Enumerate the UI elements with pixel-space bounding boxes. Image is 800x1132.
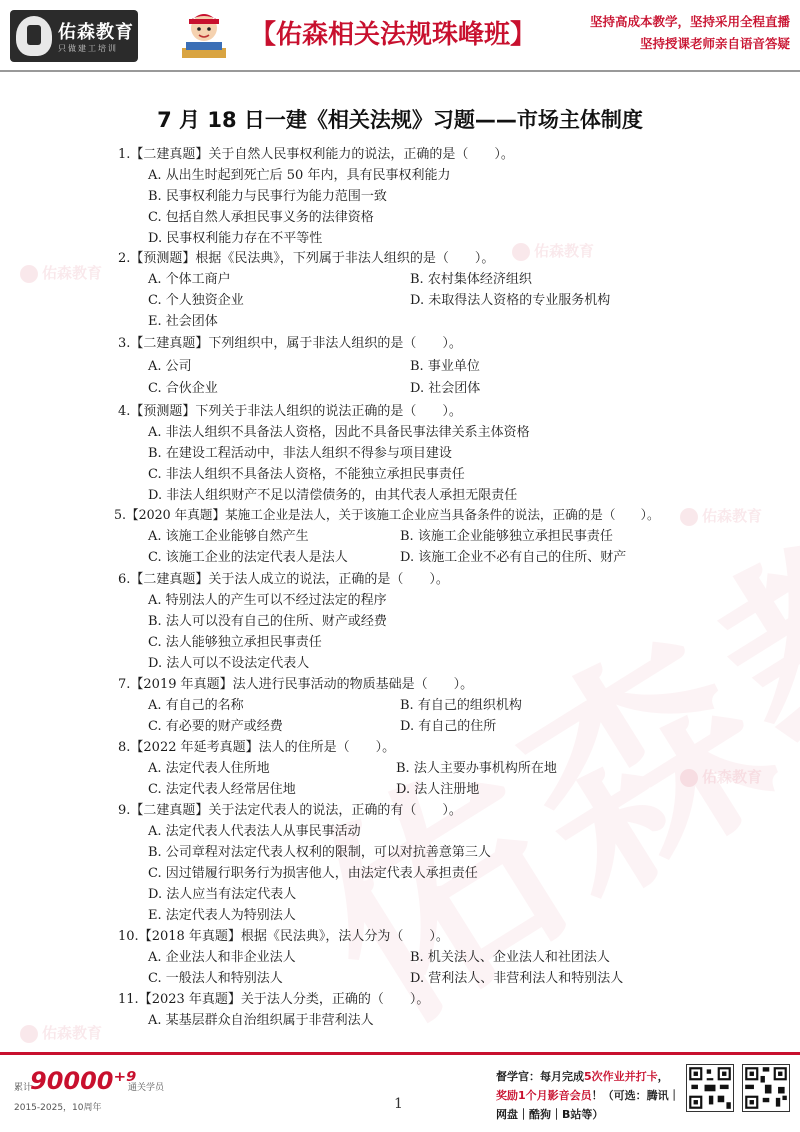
option: A. 有自己的名称 xyxy=(148,698,244,713)
watermark-logo-icon xyxy=(680,508,698,526)
question-tag: 【二建真题】 xyxy=(130,803,209,818)
option: C. 个人独资企业 xyxy=(148,293,244,308)
option: B. 事业单位 xyxy=(410,359,480,374)
option: C. 有必要的财产或经费 xyxy=(148,719,283,734)
option: C. 该施工企业的法定代表人是法人 xyxy=(148,550,348,565)
option: D. 社会团体 xyxy=(410,381,481,396)
question-tag: 【二建真题】 xyxy=(130,572,209,587)
option: A. 某基层群众自治组织属于非营利法人 xyxy=(148,1013,374,1028)
logo-mark-icon xyxy=(16,16,52,56)
page-header xyxy=(0,0,800,72)
option: C. 法定代表人经常居住地 xyxy=(148,782,296,797)
option: A. 非法人组织不具备法人资格，因此不具备民事法律关系主体资格 xyxy=(148,425,530,440)
watermark-stamp: 佑森教育 xyxy=(20,1022,102,1043)
footer-note-text: 督学官：每月完成 xyxy=(496,1070,584,1083)
footer-student-count: 90000⁺⁹ xyxy=(30,1067,137,1095)
option: B. 法人主要办事机构所在地 xyxy=(396,761,557,776)
question-number: 8. xyxy=(118,740,131,755)
question-number: 7. xyxy=(118,677,131,692)
question-stem: 法人的住所是（ ）。 xyxy=(258,740,396,755)
footer-divider xyxy=(0,1052,800,1055)
question-stem: 根据《民法典》，下列属于非法人组织的是（ ）。 xyxy=(195,251,495,266)
question-8 xyxy=(118,736,395,755)
question-number: 11. xyxy=(118,992,139,1007)
watermark-stamp: 佑森教育 xyxy=(680,505,762,526)
question-number: 6. xyxy=(118,572,131,587)
question-3 xyxy=(118,332,462,351)
watermark-logo-icon xyxy=(20,1025,38,1043)
tagline-line-1: 坚持高成本教学，坚持采用全程直播 xyxy=(589,14,790,29)
option: D. 法人注册地 xyxy=(396,782,480,797)
footer-count-suffix: 通关学员 xyxy=(128,1083,165,1093)
footer-note-highlight: 5次作业并打卡 xyxy=(584,1070,658,1083)
watermark-logo-icon xyxy=(512,243,530,261)
footer-note-text: ！（可选：腾讯｜ xyxy=(591,1089,680,1102)
mascot-icon xyxy=(178,8,230,64)
footer-note-line-3: 网盘｜酷狗｜B站等） xyxy=(496,1108,604,1121)
question-tag: 【2018 年真题】 xyxy=(138,929,241,944)
question-11 xyxy=(118,988,429,1007)
option: D. 该施工企业不必有自己的住所、财产 xyxy=(400,550,627,565)
option: D. 民事权利能力存在不平等性 xyxy=(148,231,323,246)
option: A. 法定代表人代表法人从事民事活动 xyxy=(148,824,361,839)
option: C. 法人能够独立承担民事责任 xyxy=(148,635,322,650)
qr-code-icon xyxy=(742,1064,790,1112)
watermark-logo-icon xyxy=(20,265,38,283)
option: A. 法定代表人住所地 xyxy=(148,761,270,776)
question-stem: 关于法人成立的说法，正确的是（ ）。 xyxy=(208,572,449,587)
footer-note-text: ， xyxy=(657,1070,669,1083)
question-10 xyxy=(118,925,449,944)
question-tag: 【2022 年延考真题】 xyxy=(130,740,259,755)
option: B. 公司章程对法定代表人权利的限制，可以对抗善意第三人 xyxy=(148,845,491,860)
question-number: 1. xyxy=(118,147,131,162)
question-stem: 某施工企业是法人，关于该施工企业应当具备条件的说法，正确的是（ ）。 xyxy=(225,507,660,522)
option: D. 营利法人、非营利法人和特别法人 xyxy=(410,971,624,986)
question-7 xyxy=(118,673,473,692)
option: B. 机关法人、企业法人和社团法人 xyxy=(410,950,610,965)
option: D. 法人可以不设法定代表人 xyxy=(148,656,310,671)
brand-logo xyxy=(10,10,138,62)
question-tag: 【2020 年真题】 xyxy=(126,507,226,522)
footer-years: 2015-2025，10周年 xyxy=(14,1103,102,1113)
option: B. 民事权利能力与民事行为能力范围一致 xyxy=(148,189,387,204)
option: A. 个体工商户 xyxy=(148,272,231,287)
question-6 xyxy=(118,568,449,587)
question-tag: 【预测题】 xyxy=(130,251,196,266)
question-stem: 法人进行民事活动的物质基础是（ ）。 xyxy=(232,677,474,692)
question-number: 3. xyxy=(118,336,131,351)
footer-note-highlight: 奖励1个月影音会员 xyxy=(496,1089,592,1102)
question-stem: 关于法定代表人的说法，正确的有（ ）。 xyxy=(208,803,462,818)
question-9 xyxy=(118,799,462,818)
option: E. 社会团体 xyxy=(148,314,218,329)
watermark-stamp: 佑森教育 xyxy=(680,766,762,787)
question-number: 10. xyxy=(118,929,139,944)
option: C. 非法人组织不具备法人资格，不能独立承担民事责任 xyxy=(148,467,465,482)
course-title: 【佑森相关法规珠峰班】 xyxy=(250,20,537,50)
qr-code-icon xyxy=(686,1064,734,1112)
question-tag: 【2019 年真题】 xyxy=(130,677,233,692)
option: A. 该施工企业能够自然产生 xyxy=(148,529,309,544)
option: D. 未取得法人资格的专业服务机构 xyxy=(410,293,611,308)
question-5 xyxy=(114,504,660,523)
page-number: 1 xyxy=(394,1096,403,1112)
watermark-stamp: 佑森教育 xyxy=(512,240,594,261)
logo-name: 佑森教育 xyxy=(58,22,134,43)
question-1 xyxy=(118,143,514,162)
document-title: 7 月 18 日一建《相关法规》习题——市场主体制度 xyxy=(157,108,643,132)
option: A. 企业法人和非企业法人 xyxy=(148,950,296,965)
watermark-stamp: 佑森教育 xyxy=(20,262,102,283)
question-stem: 下列关于非法人组织的说法正确的是（ ）。 xyxy=(195,404,462,419)
question-stem: 关于自然人民事权利能力的说法，正确的是（ ）。 xyxy=(208,147,514,162)
option: D. 非法人组织财产不足以清偿债务的，由其代表人承担无限责任 xyxy=(148,488,518,503)
footer-note-line-1 xyxy=(496,1068,669,1084)
option: B. 在建设工程活动中，非法人组织不得参与项目建设 xyxy=(148,446,452,461)
question-tag: 【二建真题】 xyxy=(130,336,209,351)
option: D. 有自己的住所 xyxy=(400,719,497,734)
question-stem: 下列组织中，属于非法人组织的是（ ）。 xyxy=(208,336,462,351)
watermark-logo-icon xyxy=(680,769,698,787)
tagline-line-2: 坚持授课老师亲自语音答疑 xyxy=(639,36,790,51)
footer-count-prefix: 累计 xyxy=(14,1083,33,1093)
option: C. 合伙企业 xyxy=(148,381,218,396)
logo-slogan: 只做建工培训 xyxy=(58,44,118,53)
question-tag: 【预测题】 xyxy=(130,404,196,419)
option: B. 农村集体经济组织 xyxy=(410,272,532,287)
option: B. 法人可以没有自己的住所、财产或经费 xyxy=(148,614,387,629)
option: A. 从出生时起到死亡后 50 年内，具有民事权利能力 xyxy=(148,168,451,183)
option: C. 一般法人和特别法人 xyxy=(148,971,283,986)
option: A. 特别法人的产生可以不经过法定的程序 xyxy=(148,593,387,608)
question-number: 2. xyxy=(118,251,131,266)
question-tag: 【2023 年真题】 xyxy=(138,992,241,1007)
footer-note-line-2 xyxy=(496,1087,680,1103)
option: C. 包括自然人承担民事义务的法律资格 xyxy=(148,210,374,225)
header-divider xyxy=(0,70,800,72)
question-number: 4. xyxy=(118,404,131,419)
option: D. 法人应当有法定代表人 xyxy=(148,887,297,902)
question-number: 5. xyxy=(114,507,127,522)
question-stem: 关于法人分类，正确的（ ）。 xyxy=(240,992,430,1007)
option: C. 因过错履行职务行为损害他人，由法定代表人承担责任 xyxy=(148,866,478,881)
option: B. 有自己的组织机构 xyxy=(400,698,522,713)
question-number: 9. xyxy=(118,803,131,818)
option: E. 法定代表人为特别法人 xyxy=(148,908,296,923)
option: B. 该施工企业能够独立承担民事责任 xyxy=(400,529,613,544)
question-stem: 根据《民法典》，法人分为（ ）。 xyxy=(240,929,449,944)
question-2 xyxy=(118,247,494,266)
question-tag: 【二建真题】 xyxy=(130,147,209,162)
question-4 xyxy=(118,400,462,419)
option: A. 公司 xyxy=(148,359,192,374)
